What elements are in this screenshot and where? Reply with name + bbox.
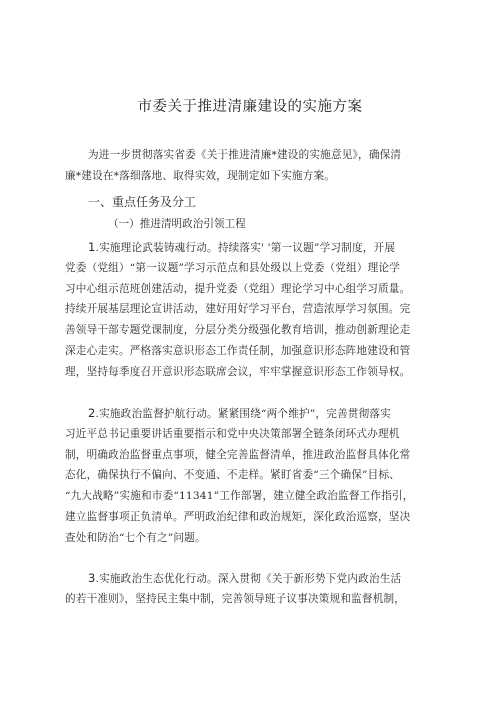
item-2-line: 态化，确保执行不偏向、不变通、不走样。紧盯省委“三个确保”目标、 (65, 469, 401, 482)
item-1-line-first (65, 237, 440, 258)
section-heading: 一、重点任务及分工 (88, 195, 197, 209)
intro-line: 为进一步贯彻落实省委《关于推进清廉*建设的实施意见》，确保清 (88, 149, 402, 161)
item-1-line: 习中心组示范班创建活动，提升党委（党组）理论学习中心组学习质量。 (65, 282, 411, 295)
item-2-line: 建立监督事项正负清单。严明政治纪律和政治规矩，深化政治巡察，坚决 (65, 510, 411, 523)
item-1-paragraph (65, 237, 440, 383)
item-3-paragraph (65, 568, 440, 610)
intro-line: 廉*建设在*落细落地、取得实效，现制定如下实施方案。 (65, 169, 336, 182)
intro-paragraph (65, 145, 440, 187)
item-2-line: 制，明确政治监督重点事项，健全完善监督清单，推进政治监督具体化常 (65, 448, 411, 461)
subsection-heading: （一）推进清明政治引领工程 (108, 218, 246, 230)
item-2-line: 习近平总书记重要讲话重要指示和党中央决策部署全链条闭环式办理机 (65, 427, 400, 440)
item-3-text: .实施政治生态优化行动。深入贯彻《关于新形势下党内政治生活 (95, 573, 402, 585)
item-2-line: “九大战略”实施和市委“11341”工作部署，建立健全政治监督工作指引， (65, 490, 414, 503)
item-1-text: .实施理论武装铸魂行动。持续落实' '第一议题”学习制度，开展 (95, 242, 396, 254)
item-1-line: 党委（党组）“第一议题”学习示范点和县处级以上党委（党组）理论学 (65, 261, 401, 274)
item-2-number: 2 (88, 406, 96, 420)
item-3-number: 3 (88, 571, 96, 585)
item-1-line: 理，坚持每季度召开意识形态联席会议，牢牢掌握意识形态工作领导权。 (65, 365, 411, 378)
item-2-paragraph (65, 403, 440, 549)
item-1-line: 持续开展基层理论宣讲活动，建好用好学习平台，营造浓厚学习氛围。完 (65, 303, 411, 316)
item-1-line: 善领导干部专题党课制度，分层分类分级强化教育培训，推动创新理论走 (65, 324, 411, 337)
item-2-line: 查处和防治“七个有之”问题。 (65, 531, 206, 544)
item-1-number: 1 (88, 240, 96, 254)
item-1-line: 深走心走实。严格落实意识形态工作责任制，加强意识形态阵地建设和管 (65, 344, 411, 357)
item-3-line-first (65, 568, 440, 589)
item-3-line: 的若干准则》，坚持民主集中制，完善领导班子议事决策规和监督机制， (65, 592, 406, 605)
item-2-text: .实施政治监督护航行动。紧紧围绕“两个维护”，完善贯彻落实 (95, 408, 391, 420)
document-title: 市委关于推进清廉建设的实施方案 (137, 99, 363, 115)
item-2-line-first (65, 403, 440, 424)
